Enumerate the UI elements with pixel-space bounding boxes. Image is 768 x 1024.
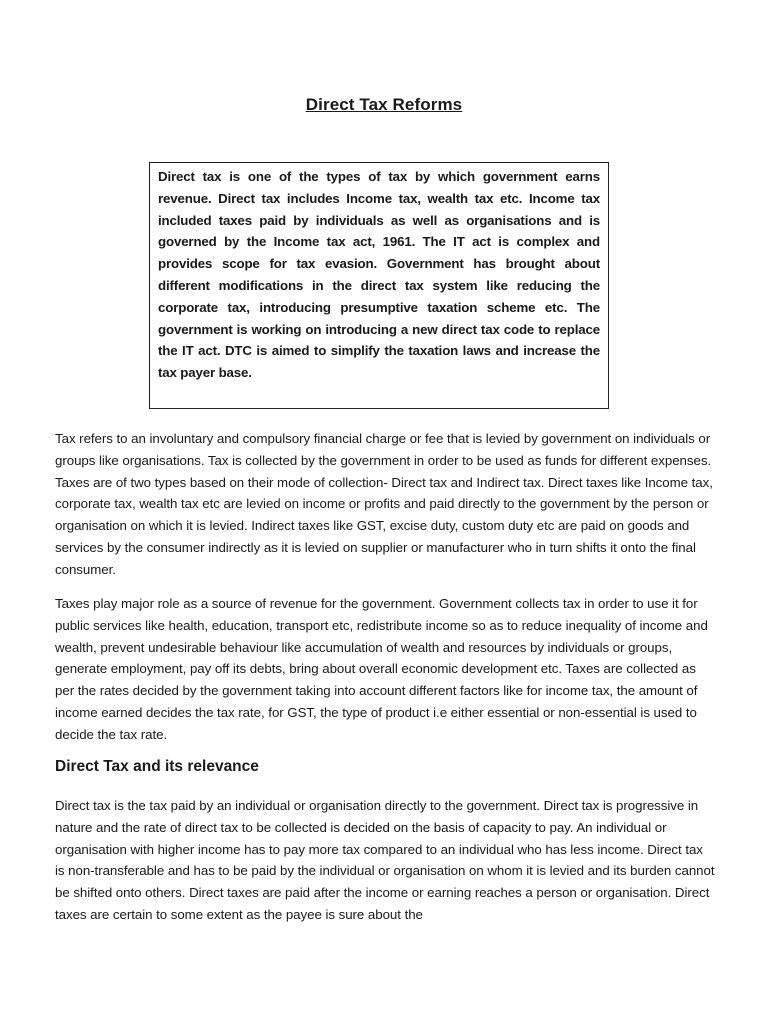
abstract-box — [149, 162, 609, 409]
body-paragraph: Taxes play major role as a source of revenue for the government. Government collects tax in order to use it for public services like health, education, transport etc, redistribute income so as to reduce inequality of income and wealth, prevent undesirable behaviour like accumulation of wealth and resources by individuals or groups, generate employment, pay off its debts, bring about overall economic development etc. Taxes are collected as per the rates decided by the government taking into account different factors like for income tax, the amount of income earned decides the tax rate, for GST, the type of product i.e either essential or non-essential is used to decide the tax rate. — [55, 596, 708, 742]
section-heading: Direct Tax and its relevance — [55, 758, 259, 775]
page-title: Direct Tax Reforms — [305, 95, 463, 114]
abstract-text: Direct tax is one of the types of tax by which government earns revenue. Direct tax includes Income tax, wealth tax etc. Income tax included taxes paid by individuals as well as organisations and is governed by the Income tax act, 1961. The IT act is complex and provides scope for tax evasion. Government has brought about different modifications in the direct tax system like reducing the corporate tax, introducing presumptive taxation scheme etc. The government is working on introducing a new direct tax code to replace the IT act. DTC is aimed to simplify the taxation laws and increase the tax payer base. — [158, 169, 600, 381]
body-paragraph: Tax refers to an involuntary and compulsory financial charge or fee that is levied by government on individuals or groups like organisations. Tax is collected by the government in order to be used as funds for different expenses. Taxes are of two types based on their mode of collection- Direct tax and Indirect tax. Direct taxes like Income tax, corporate tax, wealth tax etc are levied on income or profits and paid directly to the government by the person or organisation on which it is levied. Indirect taxes like GST, excise duty, custom duty etc are paid on goods and services by the consumer indirectly as it is levied on supplier or manufacturer who in turn shifts it onto the final consumer. — [55, 431, 713, 577]
section-paragraph: Direct tax is the tax paid by an individual or organisation directly to the government. Direct tax is progressive in nature and the rate of direct tax to be collected is decided on the basis of capacity to pay. An individual or organisation with higher income has to pay more tax compared to an individual who has less income. Direct tax is non-transferable and has to be paid by the individual or organisation on whom it is levied and its burden cannot be shifted onto others. Direct taxes are paid after the income or earning reaches a person or organisation. Direct taxes are certain to some extent as the payee is sure about the — [55, 798, 715, 922]
